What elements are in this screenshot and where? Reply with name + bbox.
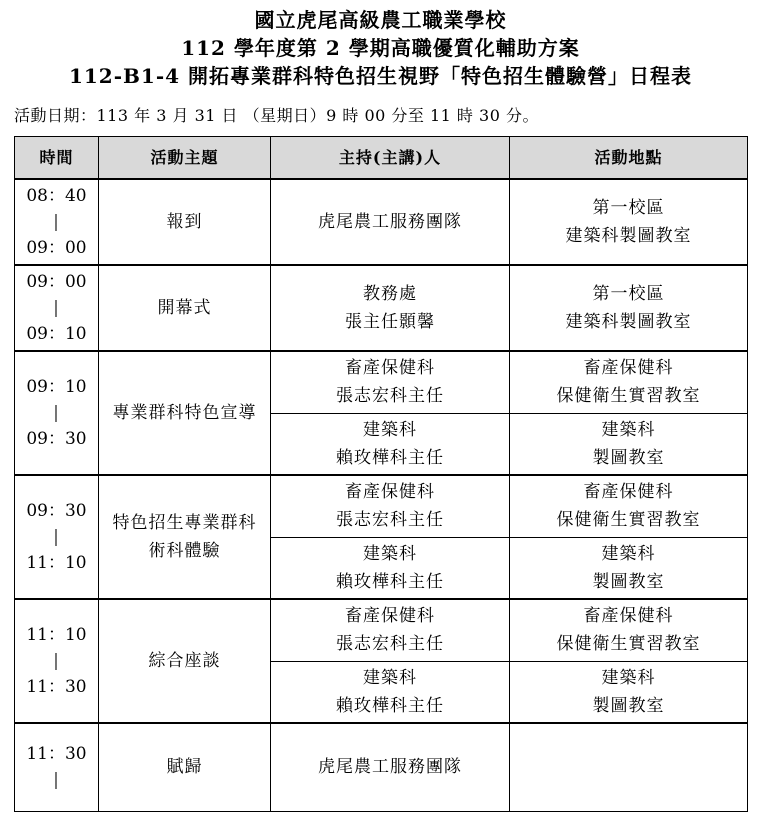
time-end: 09：10 <box>26 324 87 344</box>
location-cell <box>510 537 748 599</box>
host-text: 建築科 <box>363 543 417 564</box>
host-cell <box>271 723 510 811</box>
location-text: 建築科 <box>601 419 656 440</box>
location-text: 建築科製圖教室 <box>565 312 692 332</box>
time-end: 11：30 <box>26 677 87 697</box>
host-cell <box>271 475 510 537</box>
host-text: 賴玫樺科主任 <box>336 695 444 716</box>
time-cell <box>15 179 99 265</box>
theme-text: 賦歸 <box>166 757 203 778</box>
location-cell <box>510 661 748 723</box>
theme-cell <box>99 179 271 265</box>
location-text: 保健衛生實習教室 <box>556 510 701 531</box>
location-cell <box>510 723 748 811</box>
location-cell <box>510 179 748 265</box>
host-text: 畜產保健科 <box>345 606 435 627</box>
location-text: 畜產保健科 <box>583 606 674 627</box>
time-separator: | <box>53 651 60 671</box>
time-cell <box>15 351 99 475</box>
host-cell <box>271 413 510 475</box>
table-row <box>15 475 748 537</box>
location-text: 保健衛生實習教室 <box>556 634 701 655</box>
table-row <box>15 179 748 265</box>
host-text: 張志宏科主任 <box>336 510 444 531</box>
time-end: 09：00 <box>26 238 87 258</box>
table-row <box>15 599 748 661</box>
theme-cell <box>99 475 271 599</box>
theme-text: 特色招生專業群科 <box>112 513 257 533</box>
table-row <box>15 351 748 413</box>
host-cell <box>271 179 510 265</box>
theme-cell <box>99 599 271 723</box>
location-text: 製圖教室 <box>592 695 665 716</box>
location-text: 畜產保健科 <box>583 358 674 379</box>
host-text: 畜產保健科 <box>345 482 435 503</box>
time-cell <box>15 723 99 811</box>
time-start: 09：00 <box>26 272 87 292</box>
host-text: 張志宏科主任 <box>336 386 444 407</box>
theme-text: 專業群科特色宣導 <box>112 403 257 423</box>
time-separator: | <box>53 770 60 791</box>
theme-cell <box>99 723 271 811</box>
schedule-table <box>14 136 748 812</box>
program-name: 112 學年度第 2 學期高職優質化輔助方案 <box>181 36 580 60</box>
host-text: 教務處 <box>363 284 417 304</box>
location-text: 第一校區 <box>592 198 665 218</box>
host-cell <box>271 265 510 351</box>
header-location: 活動地點 <box>510 137 748 180</box>
theme-cell <box>99 351 271 475</box>
host-text: 賴玫樺科主任 <box>336 447 444 468</box>
location-text: 建築科 <box>601 667 656 688</box>
schedule-body <box>15 179 748 811</box>
host-cell <box>271 537 510 599</box>
time-start: 08：40 <box>26 186 87 206</box>
theme-text: 綜合座談 <box>148 651 221 671</box>
location-cell <box>510 265 748 351</box>
host-text: 賴玫樺科主任 <box>336 571 444 592</box>
activity-date: 活動日期：113 年 3 月 31 日 （星期日）9 時 00 分至 11 時 30 分。 <box>14 106 539 125</box>
theme-cell <box>99 265 271 351</box>
location-text: 製圖教室 <box>592 447 665 468</box>
location-text: 保健衛生實習教室 <box>556 386 701 407</box>
table-row <box>15 265 748 351</box>
location-text: 第一校區 <box>592 284 665 304</box>
host-text: 張主任顥馨 <box>345 312 435 332</box>
time-end: 09：30 <box>26 429 87 449</box>
time-cell <box>15 265 99 351</box>
time-end: 11：10 <box>26 553 87 573</box>
host-cell <box>271 351 510 413</box>
location-text: 畜產保健科 <box>583 482 674 503</box>
time-start: 09：10 <box>26 377 87 397</box>
table-row <box>15 723 748 811</box>
time-cell <box>15 599 99 723</box>
theme-text: 術科體驗 <box>148 541 221 561</box>
host-text: 建築科 <box>363 419 417 440</box>
theme-text: 開幕式 <box>157 298 212 318</box>
header-theme: 活動主題 <box>99 137 271 180</box>
header-host: 主持(主講)人 <box>271 137 510 180</box>
location-text: 製圖教室 <box>592 571 665 592</box>
location-cell <box>510 599 748 661</box>
host-text: 虎尾農工服務團隊 <box>318 212 462 232</box>
time-cell <box>15 475 99 599</box>
time-separator: | <box>53 527 60 547</box>
location-text: 建築科 <box>601 543 656 564</box>
location-text: 建築科製圖教室 <box>565 226 692 246</box>
time-separator: | <box>53 212 60 232</box>
header-row <box>15 137 748 180</box>
host-cell <box>271 661 510 723</box>
time-start: 11：30 <box>26 744 87 765</box>
school-name: 國立虎尾高級農工職業學校 <box>254 8 507 32</box>
host-text: 畜產保健科 <box>345 358 435 379</box>
location-cell <box>510 413 748 475</box>
host-text: 虎尾農工服務團隊 <box>318 757 462 778</box>
header-time: 時間 <box>15 137 99 180</box>
theme-text: 報到 <box>166 212 203 232</box>
location-cell <box>510 351 748 413</box>
location-cell <box>510 475 748 537</box>
document-header <box>0 6 761 90</box>
schedule-title: 112-B1-4 開拓專業群科特色招生視野「特色招生體驗營」日程表 <box>68 64 693 88</box>
time-separator: | <box>53 298 60 318</box>
time-start: 09：30 <box>26 501 87 521</box>
time-start: 11：10 <box>26 625 87 645</box>
host-text: 張志宏科主任 <box>336 634 444 655</box>
time-separator: | <box>53 403 60 423</box>
host-text: 建築科 <box>363 667 417 688</box>
host-cell <box>271 599 510 661</box>
